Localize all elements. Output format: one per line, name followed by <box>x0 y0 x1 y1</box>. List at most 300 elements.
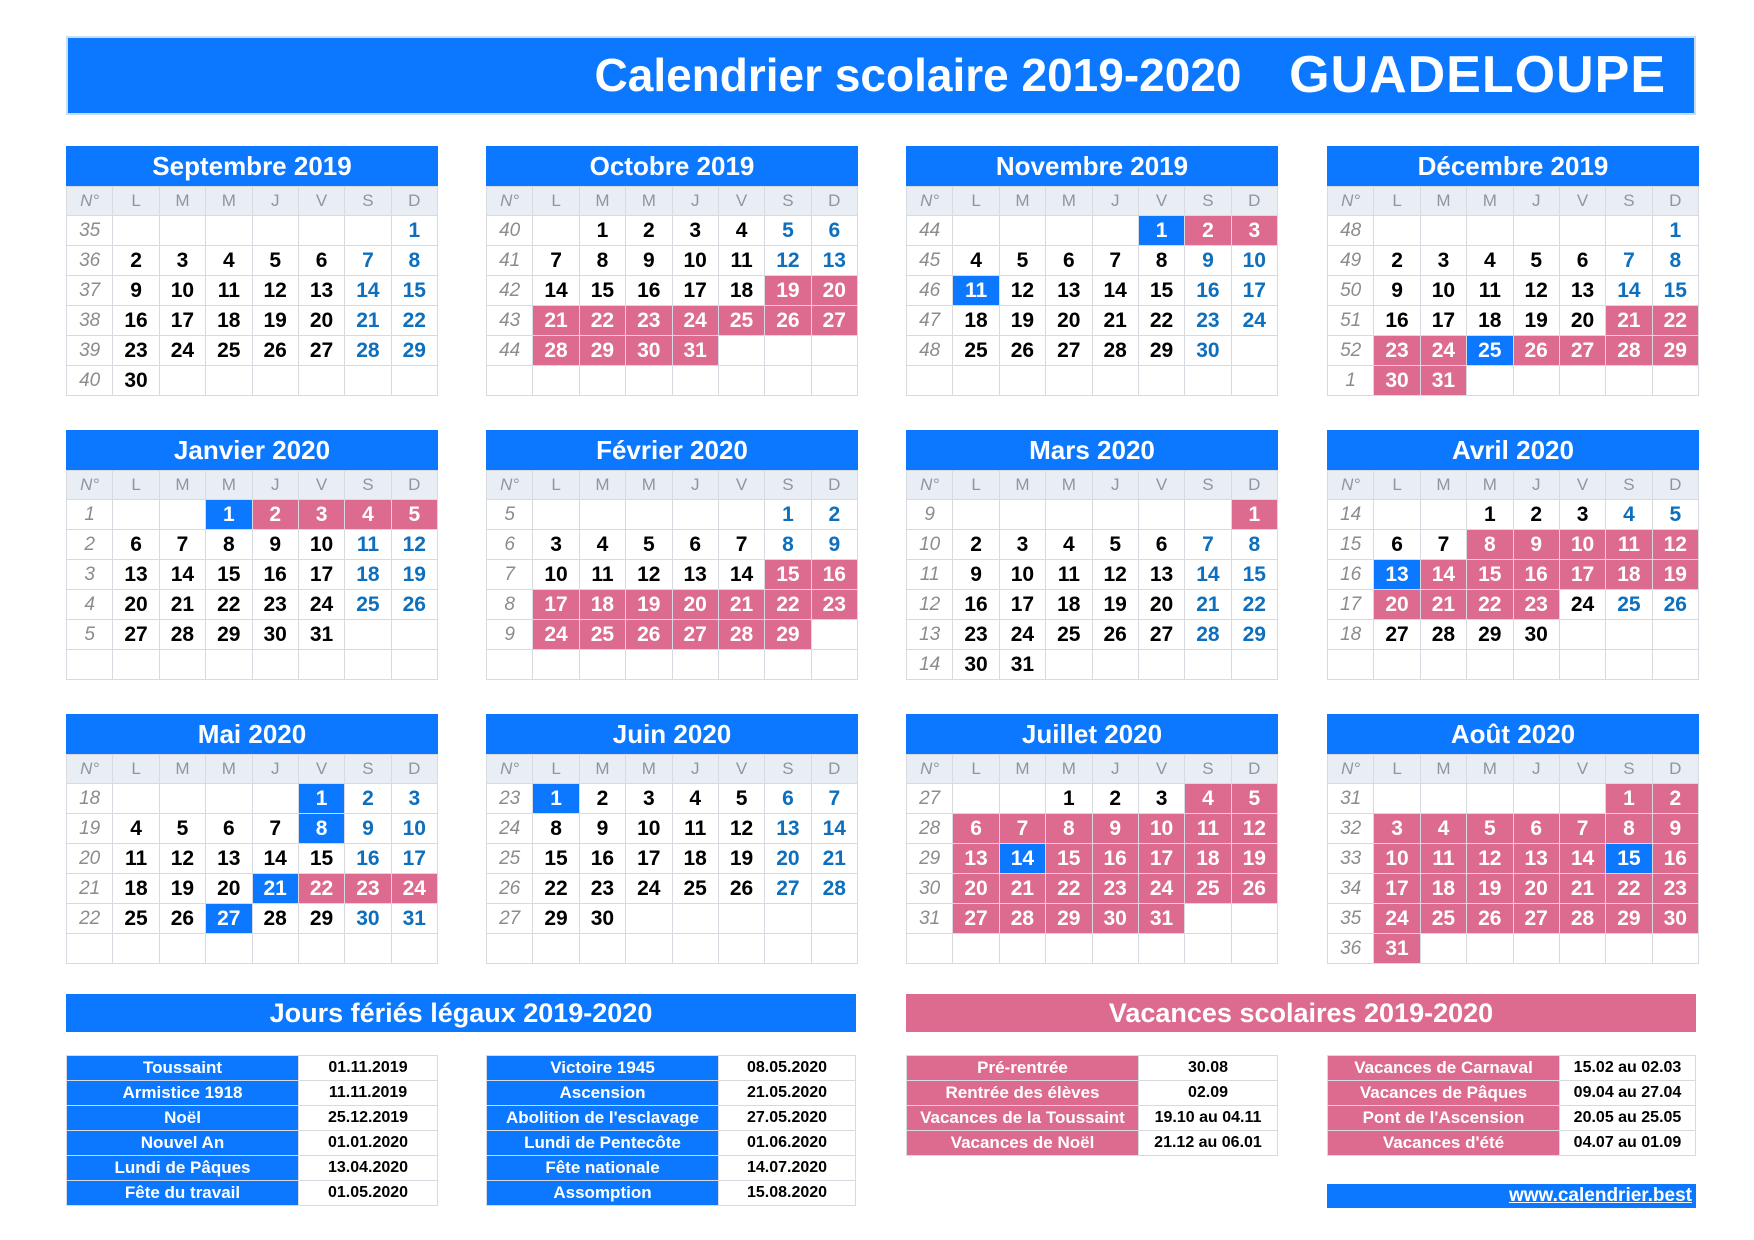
week-number: 19 <box>67 814 113 844</box>
empty-cell <box>206 934 252 964</box>
empty-cell <box>811 366 857 396</box>
week-row <box>1328 904 1699 934</box>
legend-name: Abolition de l'esclavage <box>487 1106 719 1131</box>
month-title: Juin 2020 <box>486 714 858 754</box>
day-cell: 28 <box>252 904 298 934</box>
day-cell: 29 <box>1046 904 1092 934</box>
day-header-row <box>1328 755 1699 784</box>
day-cell: 7 <box>1420 530 1466 560</box>
day-cell: 31 <box>1138 904 1184 934</box>
day-cell: 29 <box>1606 904 1652 934</box>
day-cell: 1 <box>1138 216 1184 246</box>
day-header: V <box>1559 755 1605 784</box>
day-cell: 8 <box>298 814 344 844</box>
empty-cell <box>1559 650 1605 680</box>
week-number: 44 <box>907 216 953 246</box>
legend-name: Pont de l'Ascension <box>1328 1106 1560 1131</box>
month-calendar <box>906 146 1278 396</box>
week-row <box>1328 934 1699 964</box>
week-number: 9 <box>487 620 533 650</box>
day-header: S <box>1185 471 1231 500</box>
empty-cell <box>672 904 718 934</box>
month-calendar <box>1327 430 1699 680</box>
day-cell: 11 <box>1185 814 1231 844</box>
day-cell: 28 <box>811 874 857 904</box>
week-row <box>67 306 438 336</box>
empty-cell <box>1559 934 1605 964</box>
legend-name: Vacances de Noël <box>907 1131 1139 1156</box>
legend-date: 19.10 au 04.11 <box>1139 1106 1278 1131</box>
day-cell: 21 <box>533 306 579 336</box>
empty-cell <box>672 366 718 396</box>
week-row <box>67 874 438 904</box>
week-number: 37 <box>67 276 113 306</box>
day-cell: 4 <box>1606 500 1652 530</box>
week-number-header: N° <box>487 187 533 216</box>
day-cell: 2 <box>252 500 298 530</box>
empty-cell <box>672 500 718 530</box>
day-cell: 15 <box>298 844 344 874</box>
week-number: 15 <box>1328 530 1374 560</box>
day-cell: 8 <box>1138 246 1184 276</box>
week-row <box>907 814 1278 844</box>
day-cell: 6 <box>1046 246 1092 276</box>
legend-name: Armistice 1918 <box>67 1081 299 1106</box>
week-row <box>1328 246 1699 276</box>
day-cell: 28 <box>1420 620 1466 650</box>
day-cell: 19 <box>159 874 205 904</box>
week-number-header: N° <box>907 187 953 216</box>
day-cell: 12 <box>159 844 205 874</box>
day-cell: 30 <box>1185 336 1231 366</box>
week-row <box>67 814 438 844</box>
day-header: V <box>1559 187 1605 216</box>
day-header: M <box>159 471 205 500</box>
week-row <box>67 246 438 276</box>
legend-row <box>907 1131 1278 1156</box>
week-number: 5 <box>67 620 113 650</box>
empty-cell <box>533 216 579 246</box>
legend-row <box>487 1131 856 1156</box>
week-number: 3 <box>67 560 113 590</box>
legend-name: Ascension <box>487 1081 719 1106</box>
empty-cell <box>159 650 205 680</box>
day-cell: 17 <box>391 844 437 874</box>
week-row <box>907 844 1278 874</box>
week-row <box>487 530 858 560</box>
empty-cell <box>391 620 437 650</box>
month-grid <box>906 470 1278 680</box>
empty-cell <box>811 336 857 366</box>
empty-cell <box>252 366 298 396</box>
week-row <box>1328 844 1699 874</box>
week-row <box>907 306 1278 336</box>
day-cell: 7 <box>718 530 764 560</box>
day-cell: 12 <box>1652 530 1698 560</box>
day-cell: 18 <box>1420 874 1466 904</box>
empty-cell <box>1467 934 1513 964</box>
empty-cell <box>391 366 437 396</box>
day-header: S <box>1185 187 1231 216</box>
day-cell: 4 <box>672 784 718 814</box>
week-number <box>487 934 533 964</box>
day-cell: 24 <box>533 620 579 650</box>
day-cell: 18 <box>1185 844 1231 874</box>
day-cell: 15 <box>391 276 437 306</box>
day-cell: 30 <box>1374 366 1420 396</box>
day-cell: 9 <box>1092 814 1138 844</box>
day-cell: 27 <box>1046 336 1092 366</box>
empty-cell <box>113 784 159 814</box>
day-header: M <box>579 187 625 216</box>
day-cell: 7 <box>345 246 391 276</box>
empty-cell <box>718 934 764 964</box>
empty-cell <box>1606 216 1652 246</box>
day-cell: 24 <box>999 620 1045 650</box>
day-header: M <box>1467 471 1513 500</box>
week-number-header: N° <box>1328 187 1374 216</box>
legend-row <box>67 1081 438 1106</box>
day-cell: 26 <box>159 904 205 934</box>
empty-cell <box>999 216 1045 246</box>
day-cell: 30 <box>252 620 298 650</box>
day-cell: 7 <box>533 246 579 276</box>
empty-cell <box>718 366 764 396</box>
day-cell: 28 <box>718 620 764 650</box>
month-calendar <box>486 714 858 964</box>
empty-cell <box>159 366 205 396</box>
legend-row <box>67 1131 438 1156</box>
day-header: J <box>672 471 718 500</box>
day-header: L <box>953 755 999 784</box>
day-header: J <box>672 187 718 216</box>
day-cell: 18 <box>579 590 625 620</box>
day-cell: 19 <box>1467 874 1513 904</box>
legend-date: 21.12 au 06.01 <box>1139 1131 1278 1156</box>
day-cell: 22 <box>391 306 437 336</box>
week-row <box>1328 500 1699 530</box>
day-cell: 1 <box>1467 500 1513 530</box>
day-cell: 10 <box>1559 530 1605 560</box>
day-cell: 10 <box>1420 276 1466 306</box>
vacations-table-right <box>1327 1055 1696 1156</box>
day-cell: 5 <box>1652 500 1698 530</box>
day-cell: 11 <box>1046 560 1092 590</box>
day-cell: 8 <box>1606 814 1652 844</box>
day-cell: 6 <box>811 216 857 246</box>
week-row <box>907 246 1278 276</box>
day-cell: 24 <box>1231 306 1277 336</box>
week-number: 8 <box>487 590 533 620</box>
week-row <box>907 590 1278 620</box>
day-cell: 4 <box>579 530 625 560</box>
empty-cell <box>1652 650 1698 680</box>
day-cell: 22 <box>1138 306 1184 336</box>
empty-cell <box>579 500 625 530</box>
day-header: D <box>1652 187 1698 216</box>
day-cell: 3 <box>626 784 672 814</box>
day-cell: 30 <box>1652 904 1698 934</box>
day-header: M <box>1046 471 1092 500</box>
day-cell: 26 <box>391 590 437 620</box>
week-number: 22 <box>67 904 113 934</box>
legend-name: Lundi de Pâques <box>67 1156 299 1181</box>
legend-name: Toussaint <box>67 1056 299 1081</box>
day-cell: 1 <box>533 784 579 814</box>
day-header: V <box>718 755 764 784</box>
day-cell: 12 <box>1513 276 1559 306</box>
week-row <box>1328 336 1699 366</box>
day-cell: 23 <box>345 874 391 904</box>
day-header: M <box>1467 187 1513 216</box>
legend-row <box>487 1156 856 1181</box>
week-number: 42 <box>487 276 533 306</box>
empty-cell <box>765 904 811 934</box>
week-number: 24 <box>487 814 533 844</box>
day-cell: 5 <box>718 784 764 814</box>
day-cell: 15 <box>206 560 252 590</box>
empty-cell <box>1374 650 1420 680</box>
empty-cell <box>811 620 857 650</box>
day-cell: 27 <box>953 904 999 934</box>
day-cell: 9 <box>113 276 159 306</box>
day-header: S <box>765 471 811 500</box>
day-cell: 29 <box>579 336 625 366</box>
empty-cell <box>1185 500 1231 530</box>
week-row <box>67 620 438 650</box>
empty-cell <box>1374 216 1420 246</box>
empty-cell <box>1231 366 1277 396</box>
day-cell: 1 <box>1606 784 1652 814</box>
empty-cell <box>1231 650 1277 680</box>
week-row <box>1328 874 1699 904</box>
legend-row <box>487 1106 856 1131</box>
empty-cell <box>252 216 298 246</box>
day-cell: 14 <box>533 276 579 306</box>
month-grid <box>66 754 438 964</box>
day-cell: 23 <box>811 590 857 620</box>
day-header-row <box>487 187 858 216</box>
empty-cell <box>718 650 764 680</box>
day-cell: 31 <box>672 336 718 366</box>
legend-name: Vacances d'été <box>1328 1131 1560 1156</box>
day-cell: 30 <box>113 366 159 396</box>
day-cell: 4 <box>1185 784 1231 814</box>
empty-cell <box>1420 500 1466 530</box>
empty-cell <box>1420 650 1466 680</box>
holidays-table-left <box>66 1055 438 1206</box>
legend-name: Vacances de Carnaval <box>1328 1056 1560 1081</box>
month-title: Mai 2020 <box>66 714 438 754</box>
empty-cell <box>579 366 625 396</box>
day-header: L <box>1374 755 1420 784</box>
day-cell: 20 <box>1374 590 1420 620</box>
week-number: 35 <box>1328 904 1374 934</box>
day-cell: 16 <box>1092 844 1138 874</box>
day-cell: 19 <box>252 306 298 336</box>
empty-cell <box>626 904 672 934</box>
week-row <box>1328 590 1699 620</box>
week-number: 12 <box>907 590 953 620</box>
legend-row <box>907 1106 1278 1131</box>
day-cell: 13 <box>113 560 159 590</box>
day-cell: 24 <box>1138 874 1184 904</box>
empty-cell <box>953 216 999 246</box>
day-cell: 13 <box>298 276 344 306</box>
day-cell: 26 <box>1467 904 1513 934</box>
empty-cell <box>672 934 718 964</box>
day-cell: 25 <box>1185 874 1231 904</box>
legend-date: 01.06.2020 <box>719 1131 856 1156</box>
day-header-row <box>487 471 858 500</box>
day-cell: 4 <box>113 814 159 844</box>
day-cell: 25 <box>579 620 625 650</box>
empty-cell <box>391 650 437 680</box>
day-cell: 25 <box>1046 620 1092 650</box>
empty-cell <box>1420 216 1466 246</box>
week-number-header: N° <box>67 755 113 784</box>
day-header: J <box>1513 755 1559 784</box>
day-header: J <box>1092 187 1138 216</box>
week-number <box>67 650 113 680</box>
day-cell: 4 <box>1467 246 1513 276</box>
day-cell: 11 <box>1420 844 1466 874</box>
day-header: V <box>1138 187 1184 216</box>
empty-cell <box>765 366 811 396</box>
day-cell: 28 <box>1559 904 1605 934</box>
day-cell: 3 <box>1138 784 1184 814</box>
day-cell: 25 <box>1606 590 1652 620</box>
day-cell: 6 <box>672 530 718 560</box>
day-cell: 3 <box>999 530 1045 560</box>
day-cell: 4 <box>953 246 999 276</box>
day-cell: 7 <box>1092 246 1138 276</box>
legend-date: 01.11.2019 <box>299 1056 438 1081</box>
day-cell: 18 <box>1606 560 1652 590</box>
day-cell: 13 <box>672 560 718 590</box>
day-cell: 19 <box>1231 844 1277 874</box>
week-row <box>487 246 858 276</box>
day-cell: 10 <box>298 530 344 560</box>
empty-cell <box>345 366 391 396</box>
empty-cell <box>999 500 1045 530</box>
week-number <box>487 366 533 396</box>
day-cell: 12 <box>1092 560 1138 590</box>
empty-cell <box>765 650 811 680</box>
day-cell: 2 <box>626 216 672 246</box>
day-header: V <box>1138 755 1184 784</box>
legend-date: 25.12.2019 <box>299 1106 438 1131</box>
day-cell: 19 <box>626 590 672 620</box>
day-header: S <box>1185 755 1231 784</box>
week-number: 36 <box>1328 934 1374 964</box>
day-header: J <box>252 755 298 784</box>
day-cell: 26 <box>626 620 672 650</box>
empty-cell <box>953 500 999 530</box>
empty-cell <box>1652 366 1698 396</box>
week-number: 10 <box>907 530 953 560</box>
day-header: D <box>1652 755 1698 784</box>
day-cell: 7 <box>1606 246 1652 276</box>
legend-row <box>907 1056 1278 1081</box>
day-cell: 5 <box>1092 530 1138 560</box>
day-cell: 24 <box>159 336 205 366</box>
day-cell: 12 <box>1231 814 1277 844</box>
empty-cell <box>1092 366 1138 396</box>
legend-row <box>907 1081 1278 1106</box>
day-cell: 19 <box>765 276 811 306</box>
week-row <box>67 500 438 530</box>
empty-cell <box>1231 934 1277 964</box>
week-number: 30 <box>907 874 953 904</box>
empty-cell <box>1185 366 1231 396</box>
day-cell: 21 <box>999 874 1045 904</box>
website-link[interactable]: www.calendrier.best <box>1327 1184 1696 1208</box>
day-cell: 31 <box>999 650 1045 680</box>
day-header: L <box>953 471 999 500</box>
week-number-header: N° <box>67 187 113 216</box>
week-number-header: N° <box>1328 471 1374 500</box>
legend-row <box>1328 1131 1696 1156</box>
day-cell: 15 <box>1046 844 1092 874</box>
legend-date: 30.08 <box>1139 1056 1278 1081</box>
legend-date: 13.04.2020 <box>299 1156 438 1181</box>
day-header: J <box>1513 187 1559 216</box>
day-cell: 12 <box>252 276 298 306</box>
week-row <box>67 844 438 874</box>
day-cell: 14 <box>345 276 391 306</box>
day-cell: 3 <box>533 530 579 560</box>
week-number: 48 <box>907 336 953 366</box>
empty-cell <box>1467 366 1513 396</box>
day-cell: 11 <box>953 276 999 306</box>
day-header-row <box>907 187 1278 216</box>
month-grid <box>66 186 438 396</box>
day-cell: 13 <box>811 246 857 276</box>
day-cell: 21 <box>1185 590 1231 620</box>
empty-cell <box>765 934 811 964</box>
day-header: S <box>765 187 811 216</box>
day-cell: 24 <box>1374 904 1420 934</box>
day-cell: 22 <box>298 874 344 904</box>
day-cell: 15 <box>1138 276 1184 306</box>
day-cell: 21 <box>252 874 298 904</box>
day-cell: 1 <box>1652 216 1698 246</box>
day-header-row <box>1328 471 1699 500</box>
empty-cell <box>1559 784 1605 814</box>
day-cell: 3 <box>1231 216 1277 246</box>
day-header: M <box>999 471 1045 500</box>
holidays-banner: Jours fériés légaux 2019-2020 <box>66 994 856 1032</box>
empty-cell <box>1606 934 1652 964</box>
week-number: 45 <box>907 246 953 276</box>
week-row <box>67 530 438 560</box>
empty-cell <box>298 216 344 246</box>
empty-cell <box>298 650 344 680</box>
empty-cell <box>1046 500 1092 530</box>
day-cell: 5 <box>391 500 437 530</box>
day-cell: 24 <box>626 874 672 904</box>
day-header: D <box>391 471 437 500</box>
day-header-row <box>487 755 858 784</box>
week-row <box>67 590 438 620</box>
week-number: 27 <box>907 784 953 814</box>
day-cell: 9 <box>626 246 672 276</box>
day-cell: 3 <box>159 246 205 276</box>
day-header: L <box>113 187 159 216</box>
day-cell: 1 <box>298 784 344 814</box>
day-header: M <box>999 187 1045 216</box>
